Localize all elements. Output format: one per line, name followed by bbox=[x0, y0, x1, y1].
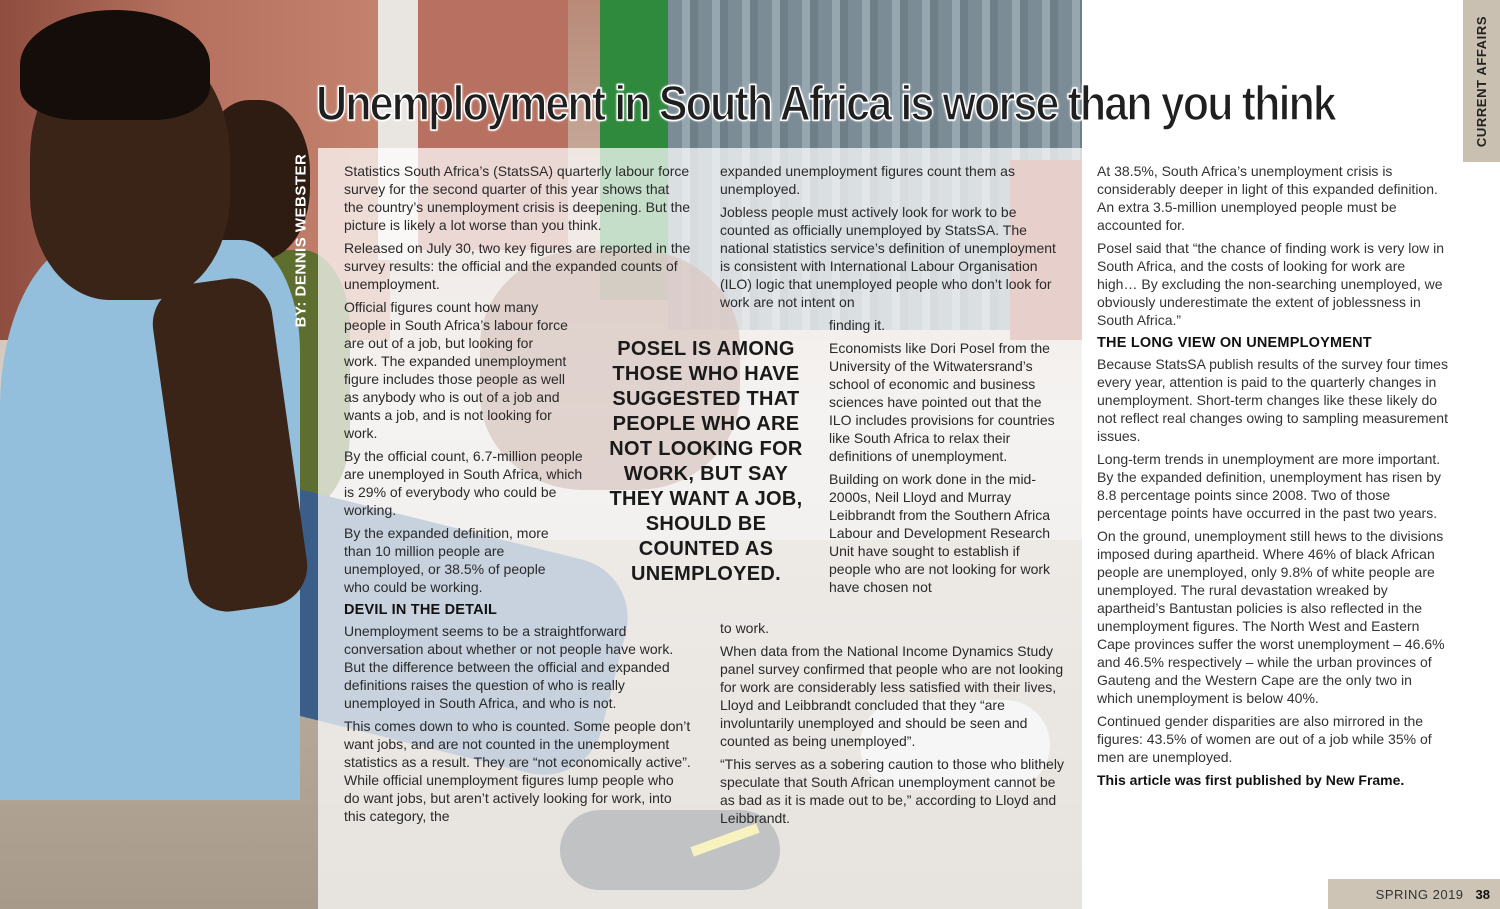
pull-quote: POSEL IS AMONG THOSE WHO HAVE SUGGESTED THAT PEOPLE WHO ARE NOT LOOKING FOR WORK, BUT SAY THEY WANT A JOB, SHOULD BE COUNTED AS UNEMPLOYED. bbox=[609, 338, 803, 585]
article-column-2-top bbox=[720, 162, 1062, 316]
paragraph: By the official count, 6.7-million people are unemployed in South Africa, which is 29% of everybody who could be working. bbox=[344, 448, 583, 518]
paragraph: Continued gender disparities are also mirrored in the figures: 43.5% of women are out of a job while 35% of men are unemployed. bbox=[1097, 713, 1432, 765]
subheading: DEVIL IN THE DETAIL bbox=[344, 602, 498, 618]
subheading: THE LONG VIEW ON UNEMPLOYMENT bbox=[1097, 335, 1372, 351]
paragraph: On the ground, unemployment still hews to the divisions imposed during apartheid. Where 46% of black African people are unemployed, only 9.8% of white people are unemployed. The rural devastation wreaked by apartheid’s Bantustan policies is also reflected in the unemployment figures. The North West and Eastern Cape provinces suffer the worst unemployment – 46.6% and 46.5% respectively – while the urban provinces of Gauteng and the Western Cape are the only two in which unemployment is below 40%. bbox=[1097, 528, 1445, 706]
paragraph-end: to work. bbox=[720, 620, 770, 636]
section-label: CURRENT AFFAIRS bbox=[1474, 15, 1490, 147]
paragraph: Jobless people must actively look for work to be counted as officially unemployed by StatsSA. The national statistics service’s definition of unemployment is consistent with International Labour Organisation (ILO) logic that unemployed people who don’t look for work are not intent on bbox=[720, 204, 1056, 310]
article-column-2-wrap bbox=[829, 316, 1062, 601]
paragraph-end: finding it. bbox=[829, 317, 886, 333]
paragraph: Official figures count how many people in South Africa’s labour force are out of a job, but looking for work. The expanded unemployment figure includes those people as well as anybody who is out of a job and wants a job, and is not looking for work. bbox=[344, 299, 568, 441]
article-column-2-bottom bbox=[720, 619, 1068, 832]
paragraph: At 38.5%, South Africa’s unemployment crisis is considerably deeper in light of this expanded definition. An extra 3.5-million unemployed people must be accounted for. bbox=[1097, 163, 1438, 233]
paragraph: Because StatsSA publish results of the survey four times every year, attention is paid to the quarterly changes in unemployment. Short-term changes like these likely do not reflect real changes owing to sampling measurement issues. bbox=[1097, 356, 1448, 444]
paragraph: Posel said that “the chance of finding work is very low in South Africa, and the costs of looking for work are high… By excluding the non-searching unemployed, we obviously underestimate the extent of joblessness in South Africa.” bbox=[1097, 240, 1445, 328]
article-headline: Unemployment in South Africa is worse than you think bbox=[316, 77, 1335, 131]
paragraph: This comes down to who is counted. Some people don’t want jobs, and are not counted in the unemployment statistics as a result. They are “not economically active”. While official unemployment figures lump people who do want jobs, but aren’t actively looking for work, into this category, the bbox=[344, 718, 691, 824]
article-column-3 bbox=[1097, 162, 1449, 794]
paragraph: Unemployment seems to be a straightforward conversation about whether or not people have work. But the difference between the official and expanded definitions raises the question of who is really unemployed in South Africa, and who is not. bbox=[344, 623, 674, 711]
page-footer bbox=[1328, 879, 1500, 909]
issue-season: SPRING 2019 bbox=[1375, 886, 1464, 902]
byline bbox=[286, 148, 316, 333]
paragraph: “This serves as a sobering caution to those who blithely speculate that South African unemployment cannot be as bad as it is made out to be,” according to Lloyd and Leibbrandt. bbox=[720, 756, 1064, 826]
paragraph: By the expanded definition, more than 10 million people are unemployed, or 38.5% of people who could be working. bbox=[344, 525, 549, 595]
section-tab bbox=[1463, 0, 1500, 162]
paragraph: Economists like Dori Posel from the University of the Witwatersrand’s school of economic and business sciences have pointed out that the ILO includes provisions for countries like South Africa to relax their definitions of unemployment. bbox=[829, 340, 1055, 464]
page-number: 38 bbox=[1475, 886, 1490, 902]
publication-credit: This article was first published by New Frame. bbox=[1097, 772, 1405, 788]
paragraph: expanded unemployment figures count them as unemployed. bbox=[720, 163, 1015, 197]
paragraph: Long-term trends in unemployment are more important. By the expanded definition, unemployment has risen by 8.8 percentage points since 2008. Two of those percentage points have occurred in the past two years. bbox=[1097, 451, 1441, 521]
paragraph: Released on July 30, two key figures are reported in the survey results: the official and the expanded counts of unemployment. bbox=[344, 240, 691, 292]
paragraph: When data from the National Income Dynamics Study panel survey confirmed that people who are not looking for work are considerably less satisfied with their lives, Lloyd and Leibbrandt concluded that they “are involuntarily unemployed and should be seen and counted as being unemployed”. bbox=[720, 643, 1064, 749]
byline-text: BY: DENNIS WEBSTER bbox=[292, 153, 310, 328]
photo-man-hair bbox=[20, 10, 210, 120]
paragraph: Building on work done in the mid-2000s, Neil Lloyd and Murray Leibbrandt from the Southern Africa Labour and Development Research Unit have sought to establish if people who are not looking for work have chosen not bbox=[829, 471, 1051, 595]
paragraph: Statistics South Africa’s (StatsSA) quarterly labour force survey for the second quarter of this year shows that the country’s unemployment crisis is deepening. But the picture is likely a lot worse than you think. bbox=[344, 163, 691, 233]
